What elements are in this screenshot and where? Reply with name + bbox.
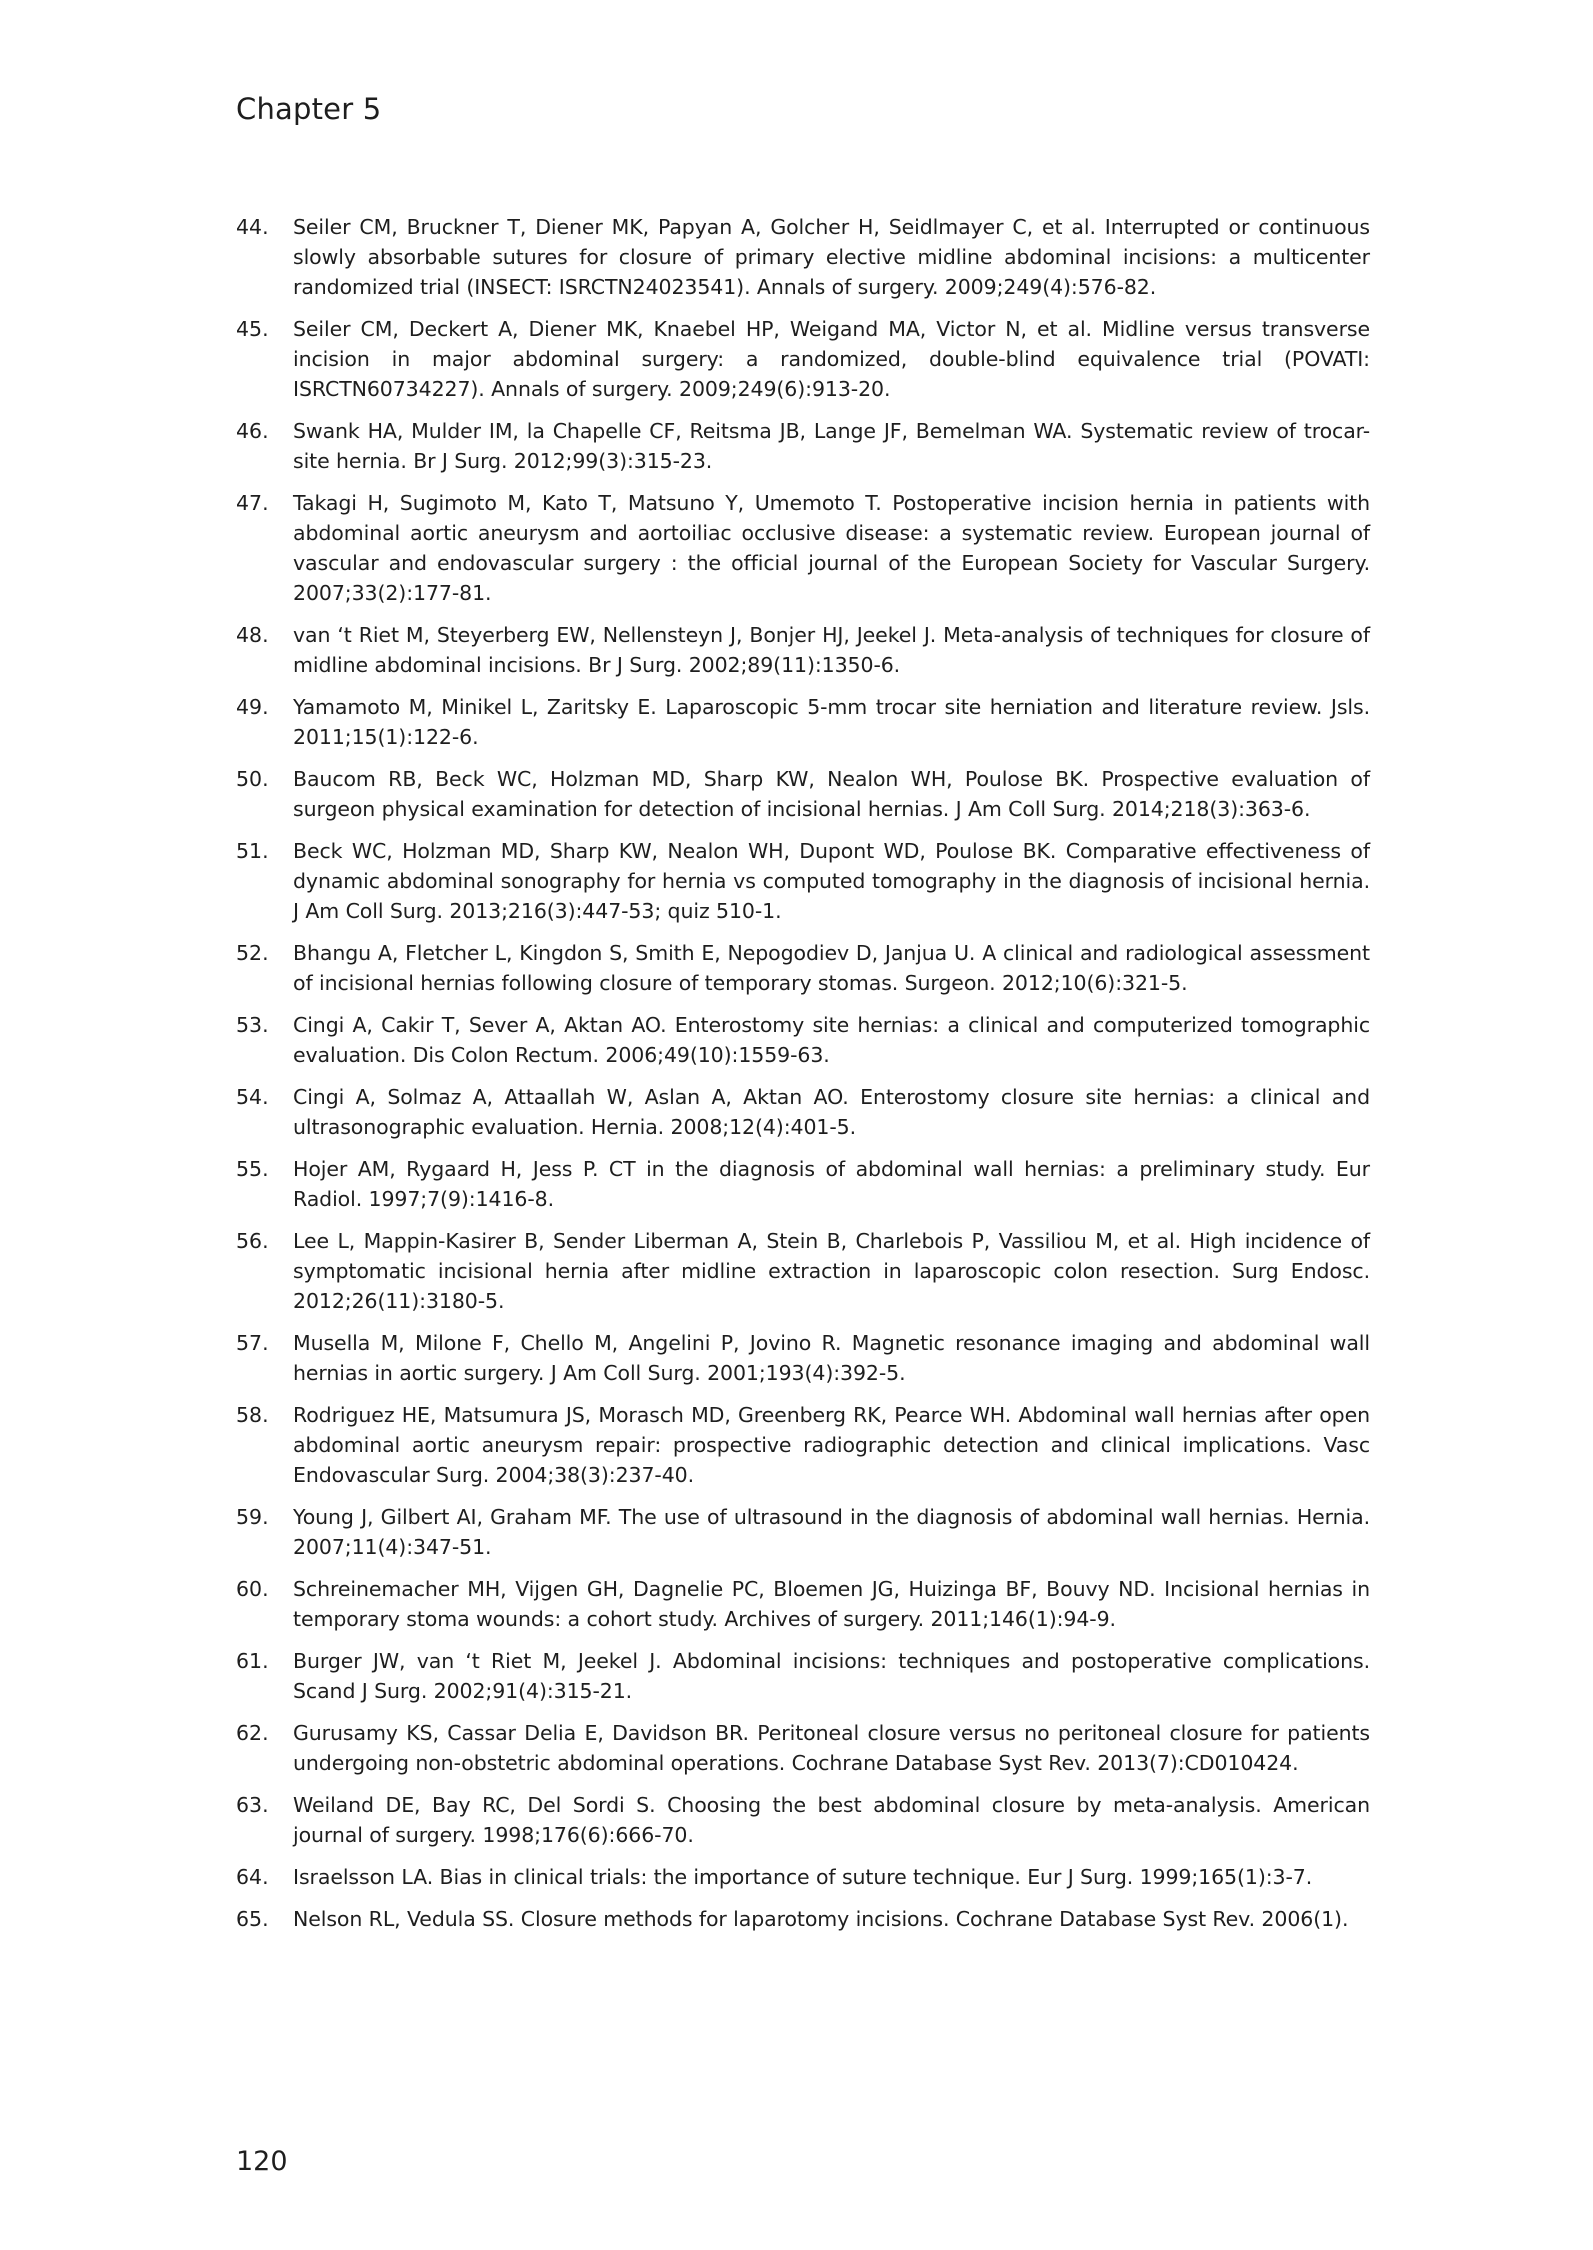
reference-number: 56. [236, 1229, 269, 1253]
reference-number: 62. [236, 1721, 269, 1745]
reference-number: 46. [236, 419, 269, 443]
reference-text: Young J, Gilbert AI, Graham MF. The use of ultrasound in the diagnosis of abdominal wall hernias. Hernia. 2007;11(4):347-51. [293, 1505, 1370, 1559]
reference-item [236, 1646, 1370, 1706]
reference-number: 63. [236, 1793, 269, 1817]
reference-number: 59. [236, 1505, 269, 1529]
reference-item [236, 1226, 1370, 1316]
reference-text: Yamamoto M, Minikel L, Zaritsky E. Laparoscopic 5-mm trocar site herniation and literature review. Jsls. 2011;15(1):122-6. [293, 695, 1370, 749]
reference-item [236, 1154, 1370, 1214]
reference-item [236, 488, 1370, 608]
reference-item [236, 1010, 1370, 1070]
reference-item [236, 620, 1370, 680]
reference-number: 53. [236, 1013, 269, 1037]
reference-number: 55. [236, 1157, 269, 1181]
reference-text: Musella M, Milone F, Chello M, Angelini P, Jovino R. Magnetic resonance imaging and abdominal wall hernias in aortic surgery. J Am Coll Surg. 2001;193(4):392-5. [293, 1331, 1370, 1385]
reference-item [236, 938, 1370, 998]
reference-number: 49. [236, 695, 269, 719]
reference-text: Seiler CM, Deckert A, Diener MK, Knaebel HP, Weigand MA, Victor N, et al. Midline versus transverse incision in major abdominal surgery: a randomized, double-blind equivalence trial (POVATI: ISRCTN60734227). Annals of surgery. 2009;249(6):913-20. [293, 317, 1370, 401]
page-number: 120 [236, 2146, 288, 2177]
reference-number: 64. [236, 1865, 269, 1889]
reference-number: 52. [236, 941, 269, 965]
chapter-header: Chapter 5 [236, 92, 382, 126]
reference-number: 50. [236, 767, 269, 791]
reference-text: Israelsson LA. Bias in clinical trials: the importance of suture technique. Eur J Surg. 1999;165(1):3-7. [293, 1865, 1313, 1889]
reference-text: Weiland DE, Bay RC, Del Sordi S. Choosing the best abdominal closure by meta-analysis. American journal of surgery. 1998;176(6):666-70. [293, 1793, 1370, 1847]
reference-text: Lee L, Mappin-Kasirer B, Sender Liberman A, Stein B, Charlebois P, Vassiliou M, et al. High incidence of symptomatic incisional hernia after midline extraction in laparoscopic colon resection. Surg Endosc. 2012;26(11):3180-5. [293, 1229, 1370, 1313]
reference-item [236, 1400, 1370, 1490]
reference-text: Baucom RB, Beck WC, Holzman MD, Sharp KW, Nealon WH, Poulose BK. Prospective evaluation of surgeon physical examination for detection of incisional hernias. J Am Coll Surg. 2014;218(3):363-6. [293, 767, 1370, 821]
reference-number: 48. [236, 623, 269, 647]
reference-number: 51. [236, 839, 269, 863]
reference-text: Bhangu A, Fletcher L, Kingdon S, Smith E, Nepogodiev D, Janjua U. A clinical and radiological assessment of incisional hernias following closure of temporary stomas. Surgeon. 2012;10(6):321-5. [293, 941, 1370, 995]
reference-number: 45. [236, 317, 269, 341]
reference-number: 54. [236, 1085, 269, 1109]
reference-item [236, 212, 1370, 302]
reference-number: 58. [236, 1403, 269, 1427]
reference-text: Beck WC, Holzman MD, Sharp KW, Nealon WH, Dupont WD, Poulose BK. Comparative effectiveness of dynamic abdominal sonography for hernia vs computed tomography in the diagnosis of incisional hernia. J Am Coll Surg. 2013;216(3):447-53; quiz 510-1. [293, 839, 1370, 923]
reference-text: Cingi A, Solmaz A, Attaallah W, Aslan A, Aktan AO. Enterostomy closure site hernias: a clinical and ultrasonographic evaluation. Hernia. 2008;12(4):401-5. [293, 1085, 1370, 1139]
reference-item [236, 836, 1370, 926]
reference-item [236, 1862, 1370, 1892]
reference-text: Burger JW, van ‘t Riet M, Jeekel J. Abdominal incisions: techniques and postoperative complications. Scand J Surg. 2002;91(4):315-21. [293, 1649, 1370, 1703]
reference-item [236, 416, 1370, 476]
reference-number: 60. [236, 1577, 269, 1601]
reference-text: Gurusamy KS, Cassar Delia E, Davidson BR. Peritoneal closure versus no peritoneal closure for patients undergoing non-obstetric abdominal operations. Cochrane Database Syst Rev. 2013(7):CD010424. [293, 1721, 1370, 1775]
reference-item [236, 764, 1370, 824]
reference-text: Rodriguez HE, Matsumura JS, Morasch MD, Greenberg RK, Pearce WH. Abdominal wall hernias after open abdominal aortic aneurysm repair: prospective radiographic detection and clinical implications. Vasc Endovascular Surg. 2004;38(3):237-40. [293, 1403, 1370, 1487]
reference-text: Nelson RL, Vedula SS. Closure methods for laparotomy incisions. Cochrane Database Syst Rev. 2006(1). [293, 1907, 1349, 1931]
reference-item [236, 1328, 1370, 1388]
reference-list [236, 212, 1370, 1946]
reference-text: Cingi A, Cakir T, Sever A, Aktan AO. Enterostomy site hernias: a clinical and computerized tomographic evaluation. Dis Colon Rectum. 2006;49(10):1559-63. [293, 1013, 1370, 1067]
reference-number: 65. [236, 1907, 269, 1931]
reference-number: 44. [236, 215, 269, 239]
reference-number: 61. [236, 1649, 269, 1673]
reference-text: Schreinemacher MH, Vijgen GH, Dagnelie PC, Bloemen JG, Huizinga BF, Bouvy ND. Incisional hernias in temporary stoma wounds: a cohort study. Archives of surgery. 2011;146(1):94-9. [293, 1577, 1370, 1631]
reference-item [236, 1790, 1370, 1850]
reference-text: Hojer AM, Rygaard H, Jess P. CT in the diagnosis of abdominal wall hernias: a preliminary study. Eur Radiol. 1997;7(9):1416-8. [293, 1157, 1370, 1211]
reference-item [236, 692, 1370, 752]
reference-item [236, 1574, 1370, 1634]
reference-text: Swank HA, Mulder IM, la Chapelle CF, Reitsma JB, Lange JF, Bemelman WA. Systematic review of trocar-site hernia. Br J Surg. 2012;99(3):315-23. [293, 419, 1370, 473]
reference-item [236, 1904, 1370, 1934]
reference-item [236, 1082, 1370, 1142]
reference-text: Seiler CM, Bruckner T, Diener MK, Papyan A, Golcher H, Seidlmayer C, et al. Interrupted or continuous slowly absorbable sutures for closure of primary elective midline abdominal incisions: a multicenter randomized trial (INSECT: ISRCTN24023541). Annals of surgery. 2009;249(4):576-82. [293, 215, 1370, 299]
reference-item [236, 314, 1370, 404]
reference-text: van ‘t Riet M, Steyerberg EW, Nellensteyn J, Bonjer HJ, Jeekel J. Meta-analysis of techniques for closure of midline abdominal incisions. Br J Surg. 2002;89(11):1350-6. [293, 623, 1370, 677]
reference-number: 47. [236, 491, 269, 515]
reference-number: 57. [236, 1331, 269, 1355]
reference-item [236, 1718, 1370, 1778]
reference-text: Takagi H, Sugimoto M, Kato T, Matsuno Y, Umemoto T. Postoperative incision hernia in patients with abdominal aortic aneurysm and aortoiliac occlusive disease: a systematic review. European journal of vascular and endovascular surgery : the official journal of the European Society for Vascular Surgery. 2007;33(2):177-81. [293, 491, 1370, 605]
reference-item [236, 1502, 1370, 1562]
